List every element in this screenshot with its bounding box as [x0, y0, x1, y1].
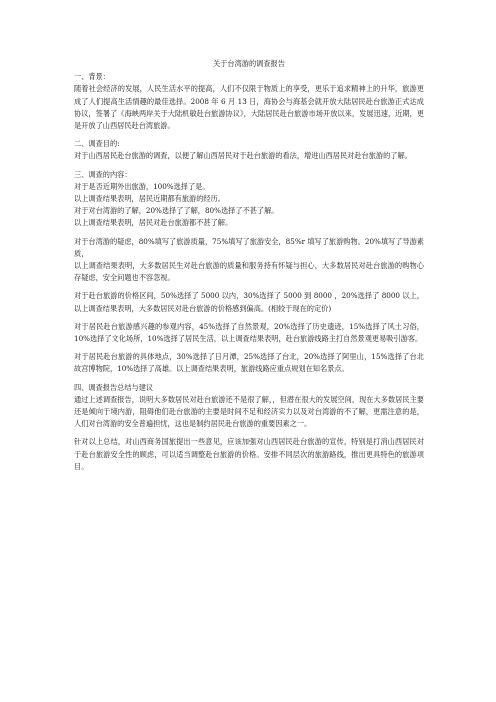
summary-body: 通过上述调查报告，说明大多数居民对赴台旅游还不是很了解，，但潜在很大的发展空间，现在大多数居民主要还是倾向于境内游，阻碍他们赴台旅游的主要是时间不足和经济实力以及对台湾游的不了解，更需注意的是，人们对台湾游的安全普遍担忧，这也是制约居民赴台旅游的重要因素之一。	[74, 394, 424, 429]
report-title: 关于台湾游的调查报告	[213, 59, 285, 68]
background-body: 随着社会经济的发展，人民生活水平的提高，人们不仅限于物质上的享受，更乐于追求精神上的升华，旅游更成了人们提高生活情趣的最佳选择。2008 年 6 月 13 日，海协会与海基会就开放大陆居民赴台旅游正式达成协议，签署了《海峡两岸关于大陆机敏赴台旅游协议》，大陆居民赴台旅游市场开放以来，发展迅速，近期，更是开放了山西居民赴台湾旅游。	[74, 84, 424, 131]
content-q3-result: 以上调查结果表明，大多数居民生对赴台旅游的质量和服务持有怀疑与担心，大多数居民对赴台旅游的购物心存疑虑，安全问题也不容忽视。	[74, 261, 424, 283]
section-heading-purpose: 二、调查目的:	[74, 139, 120, 149]
section-heading-content: 三、调查的内容：	[74, 169, 132, 179]
content-q5: 对于居民赴台旅游感兴趣的参观内容，45%选择了自然景观，20%选择了历史遗迹，15%选择了风土习俗，10%选择了文化场所，10%选择了居民生活，以上调查结果表明，赴台旅游线路主打自然景观更易吸引游客。	[74, 321, 424, 344]
content-q6: 对于居民赴台旅游的具体地点，30%选择了日月潭，25%选择了台北，20%选择了阿里山，15%选择了台北故宫博物院，10%选择了高雄。以上调查结果表明，旅游线路应重点规划在知名景点。	[74, 352, 424, 374]
content-q1: 对于是否近期外出旅游，100%选择了是。	[74, 181, 210, 191]
purpose-body: 对于山西居民赴台旅游的调查，以便了解山西居民对于赴台旅游的看法，增进山西居民对赴台旅游的了解。	[74, 151, 412, 161]
content-q2: 对于对台湾游的了解，20%选择了了解，80%选择了不甚了解。	[74, 206, 279, 216]
content-q3: 对于台湾游的疑虑，80%填写了旅游质量，75%填写了旅游安全，85%r 填写了旅游购物。20%填写了导游素质，	[74, 236, 424, 258]
content-q2-result: 以上调查结果表明，居民对赴台旅游都不甚了解。	[74, 218, 233, 228]
content-q1-result: 以上调查结果表明，居民近期都有旅游的经历。	[74, 194, 225, 204]
summary-conclusion: 针对以上总结，对山西商务国旅提出一些意见，应该加强对山西居民赴台旅游的宣传，特别是打消山西居民对于赴台旅游安全性的顾虑，可以适当调整赴台旅游的价格。安排不同层次的旅游路线，推出更具特色的旅游项目。	[74, 437, 424, 471]
report-page	[74, 58, 424, 473]
section-heading-summary: 四、调查报告总结与建议	[74, 382, 154, 392]
section-heading-background: 一、背景：	[74, 72, 110, 82]
content-q4: 对于赴台旅游的价格区间，50%选择了 5000 以内，30%选择了 5000 到 8000 ，20%选择了 8000 以上，以上调查结果表明，大多数居民对赴台旅游的价格感到偏高。(相较于现在的定价)	[74, 291, 424, 313]
